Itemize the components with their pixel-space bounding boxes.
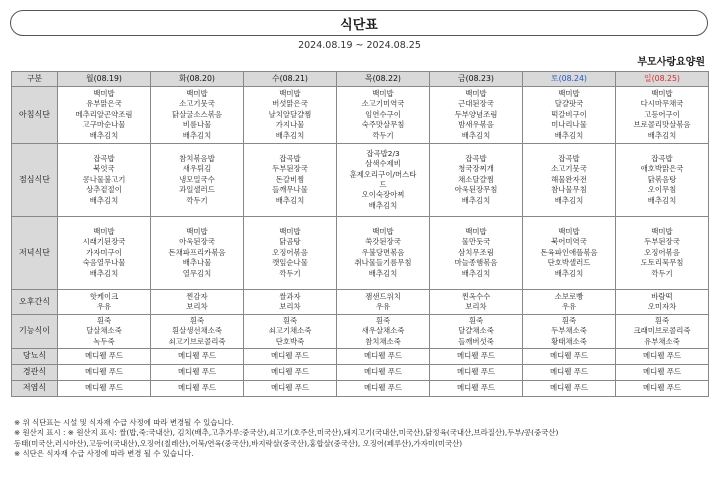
menu-item: 백미밥: [279, 226, 301, 236]
menu-item: 백미밥: [465, 88, 487, 98]
menu-item: 가자미구이: [86, 247, 122, 257]
menu-item: 돈갈비찜: [275, 174, 305, 184]
menu-item: 콩나물불고기: [82, 174, 126, 184]
menu-item: 소고기뭇국: [179, 99, 215, 109]
menu-cell: [58, 290, 151, 315]
menu-cell: [430, 381, 523, 397]
menu-item: 배추김치: [461, 195, 491, 205]
menu-item: 숙음열무나물: [82, 258, 126, 268]
menu-item: 상추겉절이: [86, 185, 122, 195]
menu-item: 보리차: [186, 302, 208, 311]
menu-item: 소고기뭇국: [551, 164, 587, 174]
menu-item: 미나리나물: [551, 120, 587, 130]
facility-name: 부모사랑요양원: [637, 57, 705, 68]
menu-row-lunch: [12, 144, 709, 217]
menu-item: 백미밥: [93, 226, 115, 236]
menu-cell: [430, 365, 523, 381]
menu-item: 닭살굴소스볶음: [172, 109, 222, 119]
menu-item: 백미밥: [186, 88, 208, 98]
menu-row-breakfast: [12, 87, 709, 144]
menu-item: 흰죽: [282, 315, 298, 325]
menu-item: 배추김치: [461, 130, 491, 140]
menu-item: 숙주맛살무침: [361, 120, 405, 130]
menu-item: 메디웰 푸드: [642, 383, 682, 393]
menu-item: 오이무침: [647, 185, 677, 195]
menu-item: 날치알달걀찜: [268, 109, 312, 119]
menu-item: 물만둣국: [461, 237, 491, 247]
menu-item: 아욱된장국: [179, 237, 215, 247]
menu-item: 깻잎순나물: [272, 258, 308, 268]
menu-table: [11, 71, 709, 397]
menu-item: 메디웰 푸드: [549, 351, 589, 361]
menu-row-snack: [12, 290, 709, 315]
menu-item: 단호박샐러드: [547, 258, 591, 268]
menu-item: 새우살채소죽: [361, 326, 405, 336]
menu-item: 과일샐러드: [179, 185, 215, 195]
menu-cell: [616, 315, 709, 349]
menu-item: 잡곡밥: [279, 153, 301, 163]
menu-item: 오미자차: [647, 302, 677, 311]
menu-cell: [616, 87, 709, 144]
menu-cell: [151, 87, 244, 144]
row-header: 저염식: [12, 381, 58, 397]
menu-item: 도토리묵무침: [640, 258, 684, 268]
menu-item: 오징어볶음: [644, 247, 680, 257]
day-header-row: [12, 72, 709, 87]
menu-item: 메디웰 푸드: [177, 383, 217, 393]
day-header-thu: 목(08.22): [337, 72, 430, 87]
menu-item: 흰죽: [561, 315, 577, 325]
menu-item: 채소달걀찜: [458, 174, 494, 184]
menu-item: 드: [379, 180, 387, 189]
menu-item: 삼색수제비: [365, 159, 401, 169]
menu-item: 흰죽: [96, 315, 112, 325]
menu-item: 달살채소죽: [86, 326, 122, 336]
menu-item: 배추김치: [182, 130, 212, 140]
menu-item: 비름나물: [182, 120, 212, 130]
menu-row-diabetic: [12, 349, 709, 365]
menu-item: 우유: [96, 302, 112, 311]
menu-item: 애호박맑은국: [640, 164, 684, 174]
menu-item: 돈육파인애플볶음: [540, 247, 598, 257]
menu-cell: [58, 87, 151, 144]
note-line: 동태(미국산,러시아산),고등어(국내산),오징어(칠레산),어묵/연육(중국산),바지락살(중국산),홍합살(중국산), 오징어(페루산),가자미(미국산): [14, 438, 463, 448]
menu-item: 소보로빵: [554, 291, 584, 301]
menu-item: 달걀팟국: [554, 99, 584, 109]
menu-cell: [616, 349, 709, 365]
menu-item: 쇠고기브로콜리죽: [168, 336, 226, 346]
menu-item: 백미밥: [93, 88, 115, 98]
menu-item: 메디웰 푸드: [270, 351, 310, 361]
menu-item: 깍두기: [651, 268, 673, 278]
menu-item: 참치채소죽: [365, 336, 401, 346]
menu-cell: [151, 381, 244, 397]
menu-cell: [523, 381, 616, 397]
menu-item: 두부양념조림: [454, 109, 498, 119]
menu-cell: [244, 365, 337, 381]
menu-item: 고구마순나물: [82, 120, 126, 130]
menu-item: 크래미브로콜리죽: [633, 326, 691, 336]
menu-item: 유부채소죽: [644, 336, 680, 346]
menu-cell: [151, 144, 244, 217]
menu-item: 배추김치: [647, 130, 677, 140]
menu-cell: [151, 217, 244, 290]
menu-item: 북어미역국: [551, 237, 587, 247]
menu-row-tube-feeding: [12, 365, 709, 381]
menu-cell: [337, 290, 430, 315]
menu-cell: [151, 290, 244, 315]
menu-cell: [151, 349, 244, 365]
row-header: 아침식단: [12, 87, 58, 144]
menu-item: 깍두기: [186, 195, 208, 205]
menu-item: 브로콜리맛살볶음: [633, 120, 691, 130]
menu-cell: [244, 349, 337, 365]
menu-cell: [337, 315, 430, 349]
menu-item: 메디웰 푸드: [642, 351, 682, 361]
menu-item: 흰죽: [654, 315, 670, 325]
menu-item: 근대된장국: [458, 99, 494, 109]
menu-item: 닭곰탕: [279, 237, 301, 247]
menu-row-low-salt: [12, 381, 709, 397]
menu-item: 배추김치: [89, 195, 119, 205]
menu-item: 달걀채소죽: [458, 326, 494, 336]
menu-item: 백미밥: [372, 226, 394, 236]
menu-item: 흰살생선채소죽: [172, 326, 222, 336]
menu-item: 배추나물: [182, 258, 212, 268]
menu-item: 잡곡밥2/3: [366, 148, 400, 158]
menu-item: 녹두죽: [93, 336, 115, 346]
menu-cell: [337, 217, 430, 290]
menu-item: 메디웰 푸드: [549, 383, 589, 393]
menu-item: 청국장찌개: [458, 164, 494, 174]
row-header: 기능식이: [12, 315, 58, 349]
menu-item: 흰죽: [375, 315, 391, 325]
menu-item: 단호박죽: [275, 336, 305, 346]
menu-cell: [430, 87, 523, 144]
menu-item: 가지나물: [275, 120, 305, 130]
menu-item: 메디웰 푸드: [642, 367, 682, 377]
menu-item: 백미밥: [465, 226, 487, 236]
menu-item: 백미밥: [558, 226, 580, 236]
row-header: 점심식단: [12, 144, 58, 217]
menu-item: 찐감자: [186, 291, 208, 301]
menu-item: 배추김치: [554, 195, 584, 205]
day-header-wed: 수(08.21): [244, 72, 337, 87]
menu-item: 백미밥: [651, 226, 673, 236]
menu-item: 메디웰 푸드: [549, 367, 589, 377]
menu-cell: [616, 290, 709, 315]
menu-item: 두부된장국: [644, 237, 680, 247]
menu-cell: [523, 290, 616, 315]
menu-item: 고등어구이: [644, 109, 680, 119]
menu-cell: [523, 144, 616, 217]
menu-item: 오이숙장아찌: [361, 190, 405, 200]
note-line: ※ 식단은 식자재 수급 사정에 따라 변경 될 수 있습니다.: [14, 449, 194, 459]
menu-item: 찐옥수수: [461, 291, 491, 301]
menu-item: 열무김치: [182, 268, 212, 278]
menu-cell: [337, 381, 430, 397]
menu-cell: [523, 315, 616, 349]
menu-item: 배추김치: [461, 268, 491, 278]
menu-cell: [523, 349, 616, 365]
date-range: 2024.08.19 ~ 2024.08.25: [298, 40, 421, 51]
menu-cell: [430, 217, 523, 290]
menu-cell: [244, 290, 337, 315]
menu-item: 들깨버섯죽: [458, 336, 494, 346]
menu-cell: [244, 87, 337, 144]
menu-item: 배추김치: [275, 130, 305, 140]
menu-item: 북엇국: [93, 164, 115, 174]
menu-item: 참치볶음밥: [179, 153, 215, 163]
menu-item: 흰죽: [468, 315, 484, 325]
menu-cell: [430, 144, 523, 217]
menu-cell: [244, 217, 337, 290]
menu-item: 돈채파프리카볶음: [168, 247, 226, 257]
menu-item: 배추김치: [554, 268, 584, 278]
menu-item: 메디웰 푸드: [177, 351, 217, 361]
menu-cell: [337, 87, 430, 144]
menu-cell: [523, 217, 616, 290]
menu-cell: [337, 349, 430, 365]
note-line: ※ 원산지 표시 : ※ 원산지 표시: 쌀(밥,죽:국내산), 김치(배추,고추가루:중국산),쇠고기(호주산,미국산),돼지고기(국내산,미국산),닭정육(국내산,브라질산),두부/콩(중국산): [14, 428, 559, 438]
menu-item: 잼샌드위치: [365, 291, 401, 301]
menu-item: 참나물무침: [551, 185, 587, 195]
menu-item: 다시마무채국: [640, 99, 684, 109]
menu-item: 메디웰 푸드: [363, 383, 403, 393]
menu-item: 깍두기: [372, 130, 394, 140]
menu-item: 백미밥: [558, 88, 580, 98]
menu-item: 백미밥: [651, 88, 673, 98]
menu-item: 쇠고기채소죽: [268, 326, 312, 336]
menu-item: 메디웰 푸드: [363, 351, 403, 361]
menu-item: 오징어볶음: [272, 247, 308, 257]
menu-item: 보리차: [279, 302, 301, 311]
menu-item: 해물완자전: [551, 174, 587, 184]
day-header-fri: 금(08.23): [430, 72, 523, 87]
menu-item: 삼치무조림: [458, 247, 494, 257]
menu-cell: [616, 381, 709, 397]
menu-item: 메디웰 푸드: [363, 367, 403, 377]
menu-item: 백미밥: [186, 226, 208, 236]
menu-item: 임연수구이: [365, 109, 401, 119]
menu-cell: [616, 217, 709, 290]
menu-cell: [244, 144, 337, 217]
menu-item: 깍두기: [279, 268, 301, 278]
menu-cell: [58, 315, 151, 349]
menu-item: 배추김치: [89, 130, 119, 140]
menu-item: 마늘종햄볶음: [454, 258, 498, 268]
menu-cell: [337, 144, 430, 217]
menu-item: 잡곡밥: [465, 153, 487, 163]
row-header: 경관식: [12, 365, 58, 381]
menu-item: 쌀과자: [279, 291, 301, 301]
menu-item: 쑥갓된장국: [365, 237, 401, 247]
menu-item: 소고기미역국: [361, 99, 405, 109]
day-header-sat: 토(08.24): [523, 72, 616, 87]
menu-item: 잡곡밥: [93, 153, 115, 163]
menu-item: 배추김치: [368, 200, 398, 210]
menu-item: 배추김치: [89, 268, 119, 278]
menu-item: 들깨무나물: [272, 185, 308, 195]
menu-item: 취나물들기름무침: [354, 258, 412, 268]
menu-cell: [616, 144, 709, 217]
menu-cell: [430, 315, 523, 349]
menu-item: 우불당면볶음: [361, 247, 405, 257]
menu-item: 메디웰 푸드: [456, 383, 496, 393]
day-header-mon: 월(08.19): [58, 72, 151, 87]
menu-item: 유부맑은국: [86, 99, 122, 109]
menu-cell: [616, 365, 709, 381]
menu-item: 메디웰 푸드: [177, 367, 217, 377]
menu-item: 버섯맑은국: [272, 99, 308, 109]
menu-item: 냉모밀국수: [179, 174, 215, 184]
menu-item: 아욱된장무침: [454, 185, 498, 195]
menu-cell: [58, 217, 151, 290]
menu-item: 흰죽: [189, 315, 205, 325]
menu-cell: [58, 381, 151, 397]
corner-header: 구분: [12, 72, 58, 87]
menu-item: 백미밥: [372, 88, 394, 98]
day-header-sun: 일(08.25): [616, 72, 709, 87]
menu-item: 메디웰 푸드: [456, 351, 496, 361]
menu-cell: [151, 365, 244, 381]
menu-item: 두부채소죽: [551, 326, 587, 336]
menu-item: 배추김치: [275, 195, 305, 205]
menu-item: 메디웰 푸드: [84, 351, 124, 361]
menu-cell: [58, 144, 151, 217]
menu-item: 배추김치: [647, 195, 677, 205]
row-header: 오후간식: [12, 290, 58, 315]
menu-item: 닭볶음탕: [647, 174, 677, 184]
menu-item: 배추김치: [554, 130, 584, 140]
menu-item: 두부된장국: [272, 164, 308, 174]
menu-item: 메디웰 푸드: [270, 383, 310, 393]
menu-cell: [244, 381, 337, 397]
menu-item: 황태채소죽: [551, 336, 587, 346]
day-header-tue: 화(08.20): [151, 72, 244, 87]
note-line: ※ 위 식단표는 시설 및 식자재 수급 사정에 따라 변경될 수 있습니다.: [14, 418, 235, 427]
menu-item: 핫케이크: [89, 291, 119, 301]
menu-item: 메추리알곤약조림: [75, 109, 133, 119]
menu-item: 시래기된장국: [82, 237, 126, 247]
menu-item: 떡갈비구이: [551, 109, 587, 119]
row-header: 저녁식단: [12, 217, 58, 290]
menu-item: 보리차: [465, 302, 487, 311]
menu-cell: [523, 87, 616, 144]
menu-item: 백미밥: [279, 88, 301, 98]
menu-cell: [430, 290, 523, 315]
menu-item: 우유: [375, 302, 391, 311]
menu-item: 밤새우볶음: [458, 120, 494, 130]
menu-item: 메디웰 푸드: [456, 367, 496, 377]
menu-item: 메디웰 푸드: [84, 383, 124, 393]
menu-cell: [244, 315, 337, 349]
menu-item: 메디웰 푸드: [84, 367, 124, 377]
row-header: 당뇨식: [12, 349, 58, 365]
menu-cell: [151, 315, 244, 349]
menu-item: 잡곡밥: [558, 153, 580, 163]
menu-cell: [430, 349, 523, 365]
menu-item: 새우튀김: [182, 164, 212, 174]
menu-cell: [337, 365, 430, 381]
menu-item: 잡곡밥: [651, 153, 673, 163]
menu-item: 훈제오리구이/머스타: [349, 169, 417, 179]
menu-row-functional: [12, 315, 709, 349]
notes: [14, 418, 714, 460]
menu-row-dinner: [12, 217, 709, 290]
menu-cell: [523, 365, 616, 381]
menu-cell: [58, 349, 151, 365]
menu-item: 우유: [561, 302, 577, 311]
menu-cell: [58, 365, 151, 381]
menu-item: 배추김치: [368, 268, 398, 278]
page-title: 식단표: [10, 10, 708, 36]
menu-item: 메디웰 푸드: [270, 367, 310, 377]
menu-item: 바람떡: [651, 291, 673, 301]
